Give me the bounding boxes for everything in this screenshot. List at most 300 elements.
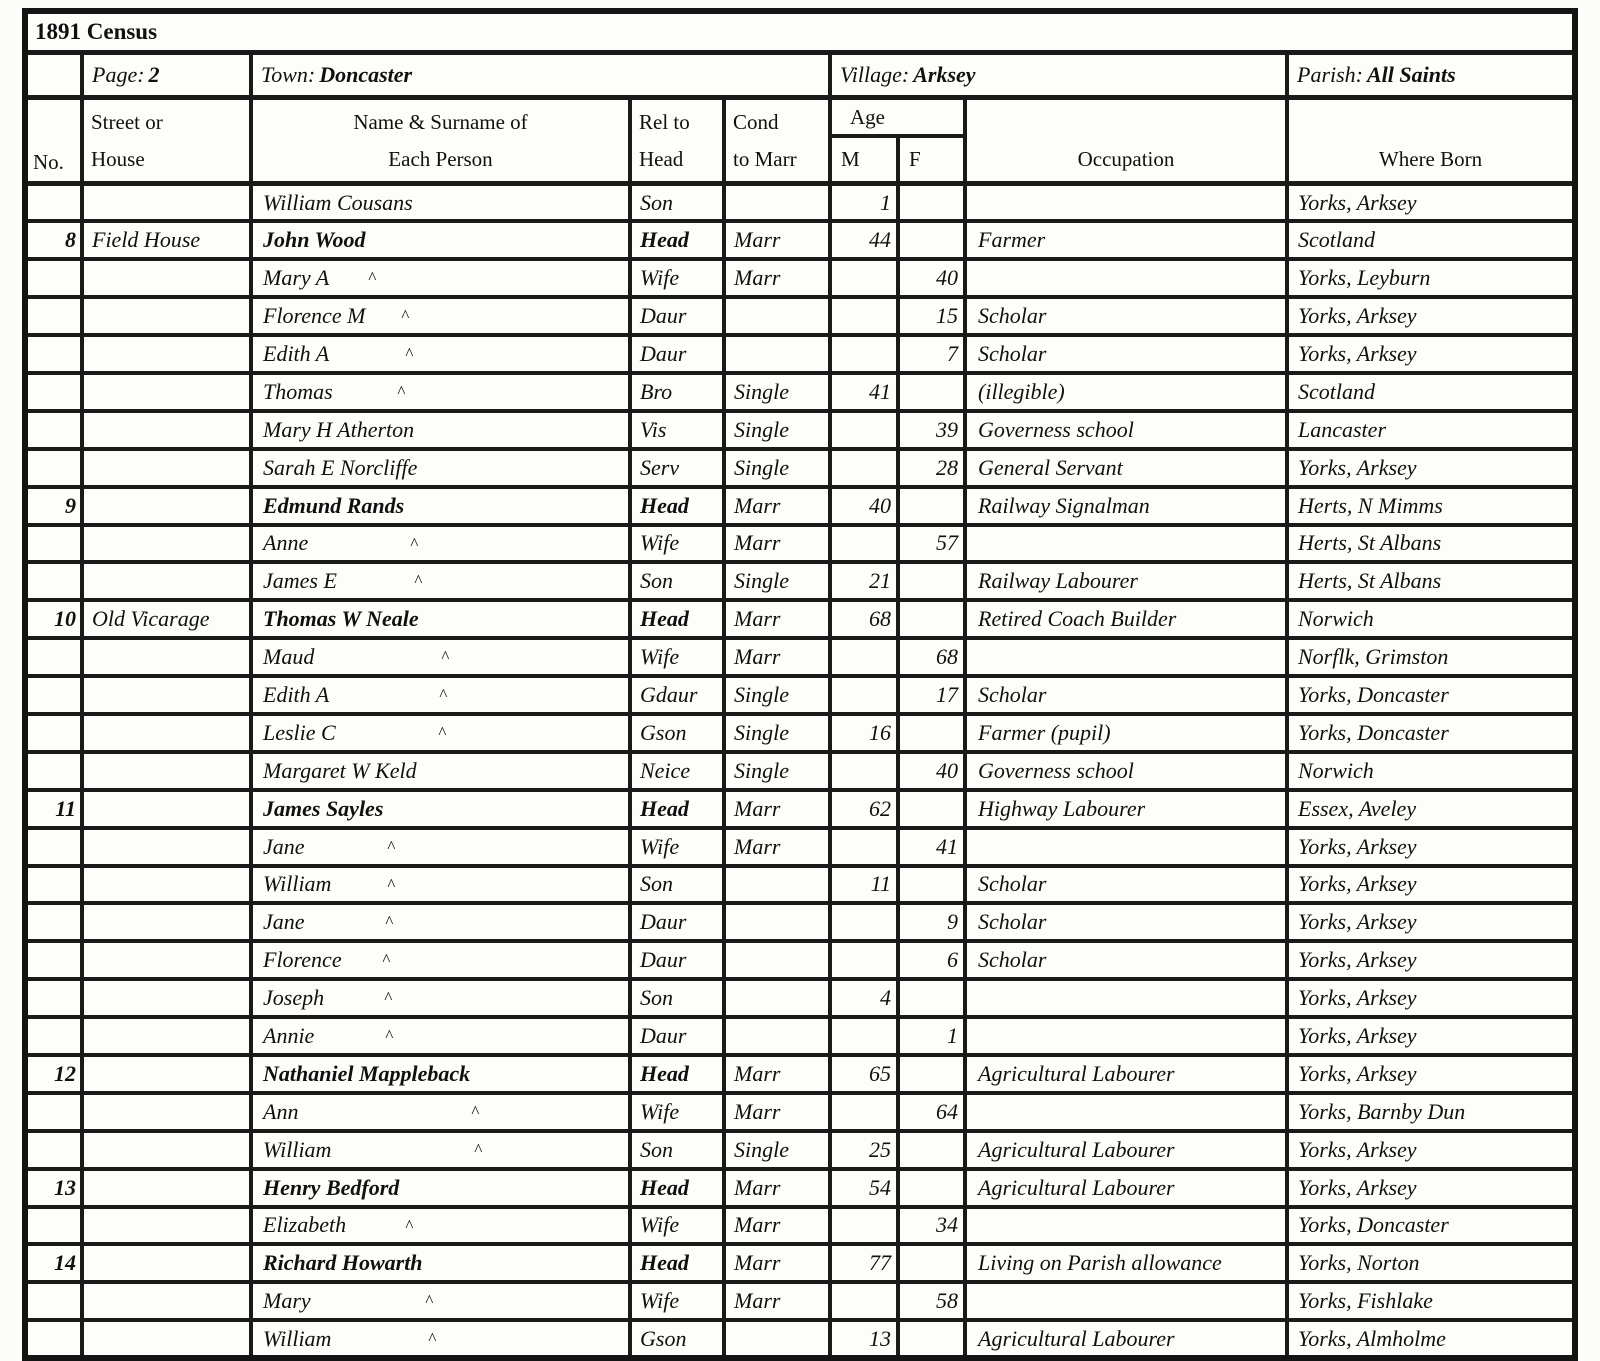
cell-schedule-no xyxy=(25,638,82,676)
page-cell xyxy=(82,53,251,98)
parish-value: All Saints xyxy=(1367,62,1456,87)
cell-name: John Wood xyxy=(251,221,630,259)
cell-age-male xyxy=(830,411,898,449)
cell-rel-to-head: Gdaur xyxy=(630,676,724,714)
cell-age-female: 15 xyxy=(898,297,965,335)
cell-where-born: Herts, St Albans xyxy=(1287,525,1575,563)
cell-house xyxy=(82,903,251,941)
cell-occupation: (illegible) xyxy=(965,373,1287,411)
cell-occupation xyxy=(965,828,1287,866)
cell-where-born: Norflk, Grimston xyxy=(1287,638,1575,676)
cell-age-female: 64 xyxy=(898,1093,965,1131)
cell-schedule-no xyxy=(25,903,82,941)
cell-cond-to-marr: Single xyxy=(724,752,830,790)
table-row xyxy=(25,449,1575,487)
cell-where-born: Yorks, Arksey xyxy=(1287,1017,1575,1055)
cell-house xyxy=(82,297,251,335)
table-row xyxy=(25,1017,1575,1055)
cell-cond-to-marr: Single xyxy=(724,1131,830,1169)
cell-age-male xyxy=(830,1207,898,1245)
cell-name: Mary A ^ xyxy=(251,259,630,297)
cell-cond-to-marr xyxy=(724,941,830,979)
village-value: Arksey xyxy=(913,62,976,87)
cell-name: Edith A ^ xyxy=(251,676,630,714)
cell-cond-to-marr xyxy=(724,866,830,904)
cell-where-born: Yorks, Arksey xyxy=(1287,1131,1575,1169)
cell-house xyxy=(82,1282,251,1320)
cell-schedule-no xyxy=(25,1131,82,1169)
cell-age-male: 62 xyxy=(830,790,898,828)
cell-age-female: 41 xyxy=(898,828,965,866)
ditto-mark: ^ xyxy=(387,874,395,894)
header-where-born: Where Born xyxy=(1287,98,1575,184)
table-row xyxy=(25,221,1575,259)
cell-schedule-no: 13 xyxy=(25,1169,82,1207)
cell-where-born: Yorks, Doncaster xyxy=(1287,1207,1575,1245)
cell-occupation: Railway Labourer xyxy=(965,562,1287,600)
cell-rel-to-head: Son xyxy=(630,184,724,222)
cell-schedule-no xyxy=(25,1282,82,1320)
cell-age-female: 7 xyxy=(898,335,965,373)
cell-age-female xyxy=(898,1055,965,1093)
header-age-male: M xyxy=(830,136,898,184)
parish-label: Parish: xyxy=(1297,62,1363,87)
header-name-surname: Name & Surname of Each Person xyxy=(251,98,630,184)
cell-rel-to-head: Son xyxy=(630,866,724,904)
ditto-mark: ^ xyxy=(410,533,418,553)
cell-where-born: Norwich xyxy=(1287,752,1575,790)
cell-rel-to-head: Wife xyxy=(630,638,724,676)
ditto-mark: ^ xyxy=(384,988,392,1008)
cell-age-female: 1 xyxy=(898,1017,965,1055)
table-row xyxy=(25,1207,1575,1245)
cell-cond-to-marr: Marr xyxy=(724,1093,830,1131)
cell-age-male xyxy=(830,1093,898,1131)
cell-age-female xyxy=(898,1169,965,1207)
cell-where-born: Herts, St Albans xyxy=(1287,562,1575,600)
cell-cond-to-marr: Marr xyxy=(724,638,830,676)
cell-where-born: Lancaster xyxy=(1287,411,1575,449)
cell-age-female xyxy=(898,562,965,600)
cell-house xyxy=(82,1055,251,1093)
cell-house xyxy=(82,1320,251,1358)
ditto-mark: ^ xyxy=(405,344,413,364)
cell-age-female xyxy=(898,184,965,222)
header-rel-to-head: Rel to Head xyxy=(630,98,724,184)
cell-cond-to-marr: Marr xyxy=(724,1244,830,1282)
table-row xyxy=(25,1244,1575,1282)
cell-age-female: 6 xyxy=(898,941,965,979)
cell-cond-to-marr: Marr xyxy=(724,828,830,866)
cell-rel-to-head: Bro xyxy=(630,373,724,411)
cell-name: Maud ^ xyxy=(251,638,630,676)
cell-name: Florence M ^ xyxy=(251,297,630,335)
cell-cond-to-marr: Marr xyxy=(724,1282,830,1320)
cell-age-male: 4 xyxy=(830,979,898,1017)
table-row xyxy=(25,184,1575,222)
cell-where-born: Herts, N Mimms xyxy=(1287,487,1575,525)
town-cell xyxy=(251,53,830,98)
cell-name: Anne ^ xyxy=(251,525,630,563)
cell-house xyxy=(82,1169,251,1207)
cell-age-male xyxy=(830,752,898,790)
cell-where-born: Yorks, Arksey xyxy=(1287,866,1575,904)
cell-schedule-no xyxy=(25,752,82,790)
cell-where-born: Yorks, Arksey xyxy=(1287,297,1575,335)
page-value: 2 xyxy=(148,62,160,87)
cell-cond-to-marr xyxy=(724,1017,830,1055)
cell-occupation: Railway Signalman xyxy=(965,487,1287,525)
cell-house xyxy=(82,1017,251,1055)
cell-occupation xyxy=(965,184,1287,222)
cell-schedule-no: 8 xyxy=(25,221,82,259)
cell-where-born: Yorks, Arksey xyxy=(1287,335,1575,373)
cell-occupation: Scholar xyxy=(965,941,1287,979)
cell-age-female: 17 xyxy=(898,676,965,714)
ditto-mark: ^ xyxy=(428,1329,436,1349)
cell-occupation: Scholar xyxy=(965,866,1287,904)
header-occupation: Occupation xyxy=(965,98,1287,184)
cell-rel-to-head: Vis xyxy=(630,411,724,449)
cell-name: Thomas W Neale xyxy=(251,600,630,638)
cell-age-female xyxy=(898,1320,965,1358)
cell-house xyxy=(82,1093,251,1131)
cell-rel-to-head: Son xyxy=(630,1131,724,1169)
table-row xyxy=(25,373,1575,411)
cell-house xyxy=(82,184,251,222)
ditto-mark: ^ xyxy=(474,1139,482,1159)
cell-occupation xyxy=(965,638,1287,676)
cell-name: Edith A ^ xyxy=(251,335,630,373)
cell-name: Annie ^ xyxy=(251,1017,630,1055)
cell-schedule-no xyxy=(25,184,82,222)
cell-occupation: General Servant xyxy=(965,449,1287,487)
cell-age-male xyxy=(830,676,898,714)
ditto-mark: ^ xyxy=(382,950,390,970)
cell-schedule-no xyxy=(25,1017,82,1055)
cell-age-male: 11 xyxy=(830,866,898,904)
table-row xyxy=(25,1093,1575,1131)
cell-rel-to-head: Gson xyxy=(630,714,724,752)
cell-age-male: 16 xyxy=(830,714,898,752)
cell-age-female: 39 xyxy=(898,411,965,449)
cell-where-born: Yorks, Arksey xyxy=(1287,1169,1575,1207)
cell-where-born: Scotland xyxy=(1287,373,1575,411)
cell-cond-to-marr xyxy=(724,979,830,1017)
cell-house xyxy=(82,752,251,790)
cell-cond-to-marr: Single xyxy=(724,676,830,714)
cell-rel-to-head: Wife xyxy=(630,525,724,563)
title-row xyxy=(25,11,1575,53)
cell-schedule-no xyxy=(25,1207,82,1245)
cell-where-born: Scotland xyxy=(1287,221,1575,259)
census-table xyxy=(22,8,1578,1361)
cell-house xyxy=(82,1207,251,1245)
cell-age-male xyxy=(830,941,898,979)
cell-rel-to-head: Wife xyxy=(630,1207,724,1245)
cell-age-male: 40 xyxy=(830,487,898,525)
cell-schedule-no xyxy=(25,714,82,752)
table-row xyxy=(25,562,1575,600)
cell-name: James E ^ xyxy=(251,562,630,600)
ditto-mark: ^ xyxy=(368,268,376,288)
town-label: Town: xyxy=(261,62,316,87)
cell-schedule-no xyxy=(25,979,82,1017)
table-row xyxy=(25,1320,1575,1358)
table-row xyxy=(25,335,1575,373)
cell-rel-to-head: Daur xyxy=(630,941,724,979)
cell-occupation: Living on Parish allowance xyxy=(965,1244,1287,1282)
parish-cell xyxy=(1287,53,1575,98)
cell-schedule-no: 14 xyxy=(25,1244,82,1282)
ditto-mark: ^ xyxy=(405,1215,413,1235)
cell-cond-to-marr: Marr xyxy=(724,1169,830,1207)
table-row xyxy=(25,297,1575,335)
cell-rel-to-head: Head xyxy=(630,1169,724,1207)
cell-name: Joseph ^ xyxy=(251,979,630,1017)
cell-where-born: Yorks, Almholme xyxy=(1287,1320,1575,1358)
cell-rel-to-head: Daur xyxy=(630,1017,724,1055)
cell-occupation xyxy=(965,1282,1287,1320)
cell-schedule-no xyxy=(25,411,82,449)
cell-where-born: Yorks, Arksey xyxy=(1287,1055,1575,1093)
cell-cond-to-marr: Marr xyxy=(724,600,830,638)
cell-cond-to-marr xyxy=(724,297,830,335)
cell-occupation xyxy=(965,525,1287,563)
cell-age-female: 9 xyxy=(898,903,965,941)
cell-age-female xyxy=(898,1244,965,1282)
cell-occupation xyxy=(965,979,1287,1017)
cell-where-born: Essex, Aveley xyxy=(1287,790,1575,828)
table-row xyxy=(25,1169,1575,1207)
cell-cond-to-marr: Marr xyxy=(724,259,830,297)
cell-where-born: Yorks, Arksey xyxy=(1287,903,1575,941)
cell-age-male xyxy=(830,638,898,676)
cell-name: Elizabeth ^ xyxy=(251,1207,630,1245)
cell-age-male xyxy=(830,1017,898,1055)
cell-house xyxy=(82,979,251,1017)
cell-house xyxy=(82,866,251,904)
table-row xyxy=(25,676,1575,714)
table-row xyxy=(25,752,1575,790)
cell-age-female: 58 xyxy=(898,1282,965,1320)
cell-where-born: Yorks, Doncaster xyxy=(1287,714,1575,752)
ditto-mark: ^ xyxy=(401,306,409,326)
cell-age-female: 40 xyxy=(898,752,965,790)
table-row xyxy=(25,600,1575,638)
village-cell xyxy=(830,53,1287,98)
table-row xyxy=(25,1055,1575,1093)
cell-name: Henry Bedford xyxy=(251,1169,630,1207)
cell-occupation: Retired Coach Builder xyxy=(965,600,1287,638)
cell-occupation: Governess school xyxy=(965,411,1287,449)
cell-name: Richard Howarth xyxy=(251,1244,630,1282)
ditto-mark: ^ xyxy=(414,571,422,591)
cell-house xyxy=(82,259,251,297)
cell-name: William ^ xyxy=(251,1320,630,1358)
cell-age-female xyxy=(898,714,965,752)
cell-age-male xyxy=(830,297,898,335)
header-cond-to-marr: Cond to Marr xyxy=(724,98,830,184)
cell-house xyxy=(82,411,251,449)
ditto-mark: ^ xyxy=(397,381,405,401)
cell-occupation: Scholar xyxy=(965,676,1287,714)
cell-cond-to-marr: Single xyxy=(724,714,830,752)
cell-cond-to-marr: Single xyxy=(724,562,830,600)
cell-occupation xyxy=(965,1093,1287,1131)
page-label: Page: xyxy=(92,62,145,87)
cell-where-born: Norwich xyxy=(1287,600,1575,638)
cell-rel-to-head: Head xyxy=(630,487,724,525)
cell-cond-to-marr: Single xyxy=(724,411,830,449)
ditto-mark: ^ xyxy=(471,1101,479,1121)
cell-house xyxy=(82,714,251,752)
cell-where-born: Yorks, Norton xyxy=(1287,1244,1575,1282)
cell-schedule-no: 10 xyxy=(25,600,82,638)
header-no: No. xyxy=(25,98,82,184)
cell-cond-to-marr: Marr xyxy=(724,790,830,828)
cell-cond-to-marr xyxy=(724,903,830,941)
cell-schedule-no xyxy=(25,297,82,335)
page-title: 1891 Census xyxy=(25,11,1575,53)
cell-occupation: Scholar xyxy=(965,335,1287,373)
cell-house xyxy=(82,790,251,828)
cell-schedule-no xyxy=(25,525,82,563)
cell-cond-to-marr xyxy=(724,184,830,222)
cell-where-born: Yorks, Barnby Dun xyxy=(1287,1093,1575,1131)
cell-age-male: 77 xyxy=(830,1244,898,1282)
table-row xyxy=(25,1282,1575,1320)
cell-age-female xyxy=(898,600,965,638)
cell-age-male: 41 xyxy=(830,373,898,411)
cell-name: William ^ xyxy=(251,866,630,904)
cell-age-male xyxy=(830,335,898,373)
cell-where-born: Yorks, Arksey xyxy=(1287,184,1575,222)
cell-schedule-no xyxy=(25,562,82,600)
cell-house xyxy=(82,676,251,714)
cell-occupation: Agricultural Labourer xyxy=(965,1055,1287,1093)
header-age: Age xyxy=(830,98,965,137)
cell-occupation xyxy=(965,259,1287,297)
cell-occupation: Agricultural Labourer xyxy=(965,1320,1287,1358)
cell-house xyxy=(82,828,251,866)
cell-name: Ann ^ xyxy=(251,1093,630,1131)
cell-name: Jane ^ xyxy=(251,903,630,941)
cell-age-female: 40 xyxy=(898,259,965,297)
cell-house xyxy=(82,562,251,600)
table-row xyxy=(25,487,1575,525)
cell-schedule-no xyxy=(25,941,82,979)
cell-rel-to-head: Head xyxy=(630,1244,724,1282)
cell-name: Edmund Rands xyxy=(251,487,630,525)
cell-age-male xyxy=(830,449,898,487)
table-row xyxy=(25,714,1575,752)
town-value: Doncaster xyxy=(319,62,413,87)
cell-where-born: Yorks, Doncaster xyxy=(1287,676,1575,714)
census-rows xyxy=(25,184,1575,1359)
cell-rel-to-head: Daur xyxy=(630,335,724,373)
cell-house xyxy=(82,449,251,487)
cell-occupation: Farmer xyxy=(965,221,1287,259)
cell-house xyxy=(82,1244,251,1282)
cell-name: Jane ^ xyxy=(251,828,630,866)
cell-name: Florence ^ xyxy=(251,941,630,979)
cell-age-male xyxy=(830,259,898,297)
cell-house: Field House xyxy=(82,221,251,259)
cell-age-male: 13 xyxy=(830,1320,898,1358)
table-row xyxy=(25,828,1575,866)
cell-age-female xyxy=(898,866,965,904)
cell-rel-to-head: Wife xyxy=(630,1282,724,1320)
cell-rel-to-head: Wife xyxy=(630,828,724,866)
cell-age-male: 54 xyxy=(830,1169,898,1207)
ditto-mark: ^ xyxy=(438,722,446,742)
cell-rel-to-head: Wife xyxy=(630,1093,724,1131)
ditto-mark: ^ xyxy=(387,836,395,856)
cell-age-female xyxy=(898,221,965,259)
cell-rel-to-head: Serv xyxy=(630,449,724,487)
table-row xyxy=(25,411,1575,449)
cell-age-female: 28 xyxy=(898,449,965,487)
cell-age-male xyxy=(830,828,898,866)
table-row xyxy=(25,866,1575,904)
cell-schedule-no xyxy=(25,1320,82,1358)
cell-where-born: Yorks, Leyburn xyxy=(1287,259,1575,297)
cell-age-male: 65 xyxy=(830,1055,898,1093)
ditto-mark: ^ xyxy=(385,912,393,932)
cell-schedule-no xyxy=(25,828,82,866)
cell-where-born: Yorks, Arksey xyxy=(1287,449,1575,487)
cell-house xyxy=(82,1131,251,1169)
ditto-mark: ^ xyxy=(441,647,449,667)
table-row xyxy=(25,979,1575,1017)
cell-house xyxy=(82,638,251,676)
cell-cond-to-marr: Marr xyxy=(724,487,830,525)
table-row xyxy=(25,259,1575,297)
cell-name: Margaret W Keld xyxy=(251,752,630,790)
table-row xyxy=(25,638,1575,676)
cell-age-male xyxy=(830,525,898,563)
cell-schedule-no: 12 xyxy=(25,1055,82,1093)
table-row xyxy=(25,1131,1575,1169)
cell-house xyxy=(82,525,251,563)
cell-house xyxy=(82,487,251,525)
cell-cond-to-marr: Marr xyxy=(724,221,830,259)
cell-age-female xyxy=(898,373,965,411)
cell-name: Thomas ^ xyxy=(251,373,630,411)
cell-age-female xyxy=(898,790,965,828)
cell-age-male: 1 xyxy=(830,184,898,222)
cell-house xyxy=(82,373,251,411)
cell-name: Mary H Atherton xyxy=(251,411,630,449)
table-row xyxy=(25,790,1575,828)
cell-cond-to-marr xyxy=(724,335,830,373)
cell-occupation: Governess school xyxy=(965,752,1287,790)
cell-rel-to-head: Neice xyxy=(630,752,724,790)
cell-rel-to-head: Head xyxy=(630,1055,724,1093)
village-label: Village: xyxy=(840,62,910,87)
cell-rel-to-head: Head xyxy=(630,790,724,828)
cell-age-male xyxy=(830,1282,898,1320)
cell-occupation: Highway Labourer xyxy=(965,790,1287,828)
table-row xyxy=(25,525,1575,563)
cell-age-male: 68 xyxy=(830,600,898,638)
cell-schedule-no xyxy=(25,373,82,411)
ditto-mark: ^ xyxy=(425,1291,433,1311)
cell-rel-to-head: Daur xyxy=(630,903,724,941)
cell-age-female: 68 xyxy=(898,638,965,676)
cell-schedule-no: 11 xyxy=(25,790,82,828)
